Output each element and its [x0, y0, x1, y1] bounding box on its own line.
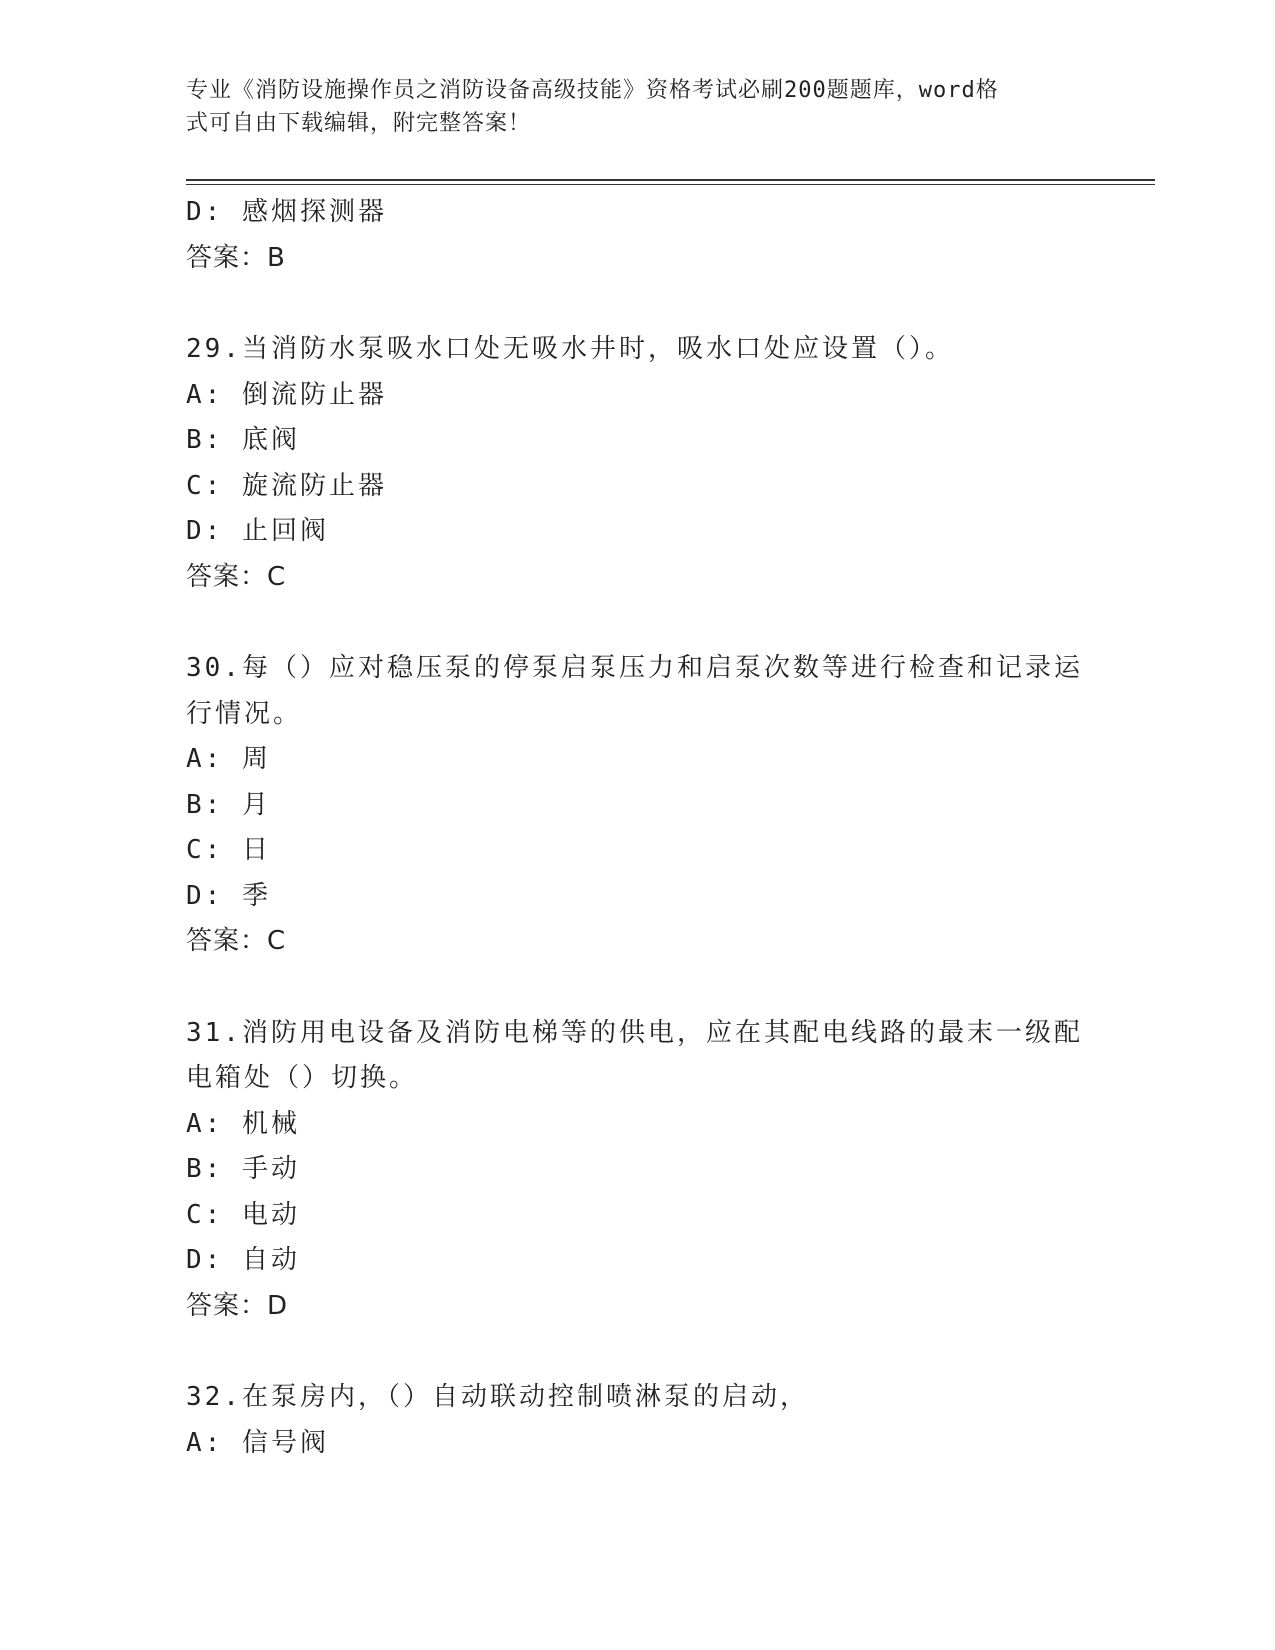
question-stem-line-1: 30.每（）应对稳压泵的停泵启泵压力和启泵次数等进行检查和记录运: [186, 653, 1083, 683]
question-31: [186, 1011, 1086, 1330]
answer: 答案：C: [186, 561, 287, 592]
option-d: D: 自动: [186, 1245, 300, 1275]
option-a: A: 机械: [186, 1108, 300, 1139]
spacer: [186, 1329, 1086, 1375]
option-a: A: 倒流防止器: [186, 379, 387, 410]
option-b: B: 月: [186, 789, 271, 820]
spacer: [186, 281, 1086, 327]
question-32: [186, 1375, 1086, 1466]
question-stem: 32.在泵房内，（）自动联动控制喷淋泵的启动，: [186, 1382, 809, 1412]
option-b: B: 底阀: [186, 425, 300, 455]
option-a: A: 信号阀: [186, 1427, 329, 1458]
option-d: D: 季: [186, 880, 271, 911]
option-d: D: 止回阀: [186, 516, 329, 546]
option-a: A: 周: [186, 744, 271, 774]
option-c: C: 电动: [186, 1199, 300, 1230]
question-stem-line-1: 31.消防用电设备及消防电梯等的供电，应在其配电线路的最末一级配: [186, 1017, 1083, 1048]
spacer: [186, 600, 1086, 646]
option-c: C: 日: [186, 835, 271, 865]
answer: 答案：B: [186, 242, 286, 273]
option-b: B: 手动: [186, 1154, 300, 1184]
question-stem-line-2: 电箱处（）切换。: [186, 1063, 419, 1093]
header-line-2: 式可自由下载编辑，附完整答案！: [186, 111, 532, 136]
header-divider-thin: [186, 184, 1155, 185]
option-d: D: 感烟探测器: [186, 197, 387, 227]
header-line-1: 专业《消防设施操作员之消防设备高级技能》资格考试必刷200题题库，word格: [186, 78, 999, 103]
answer: 答案：C: [186, 926, 287, 956]
question-30: [186, 646, 1086, 965]
header-divider-thick: [186, 179, 1155, 181]
question-stem-line-2: 行情况。: [186, 698, 303, 729]
spacer: [186, 965, 1086, 1011]
document-header: [186, 74, 1066, 140]
option-c: C: 旋流防止器: [186, 470, 387, 501]
answer: 答案：D: [186, 1290, 289, 1321]
document-body: [186, 190, 1086, 1466]
question-29: [186, 327, 1086, 600]
question-stem: 29.当消防水泵吸水口处无吸水井时，吸水口处应设置（）。: [186, 334, 954, 364]
